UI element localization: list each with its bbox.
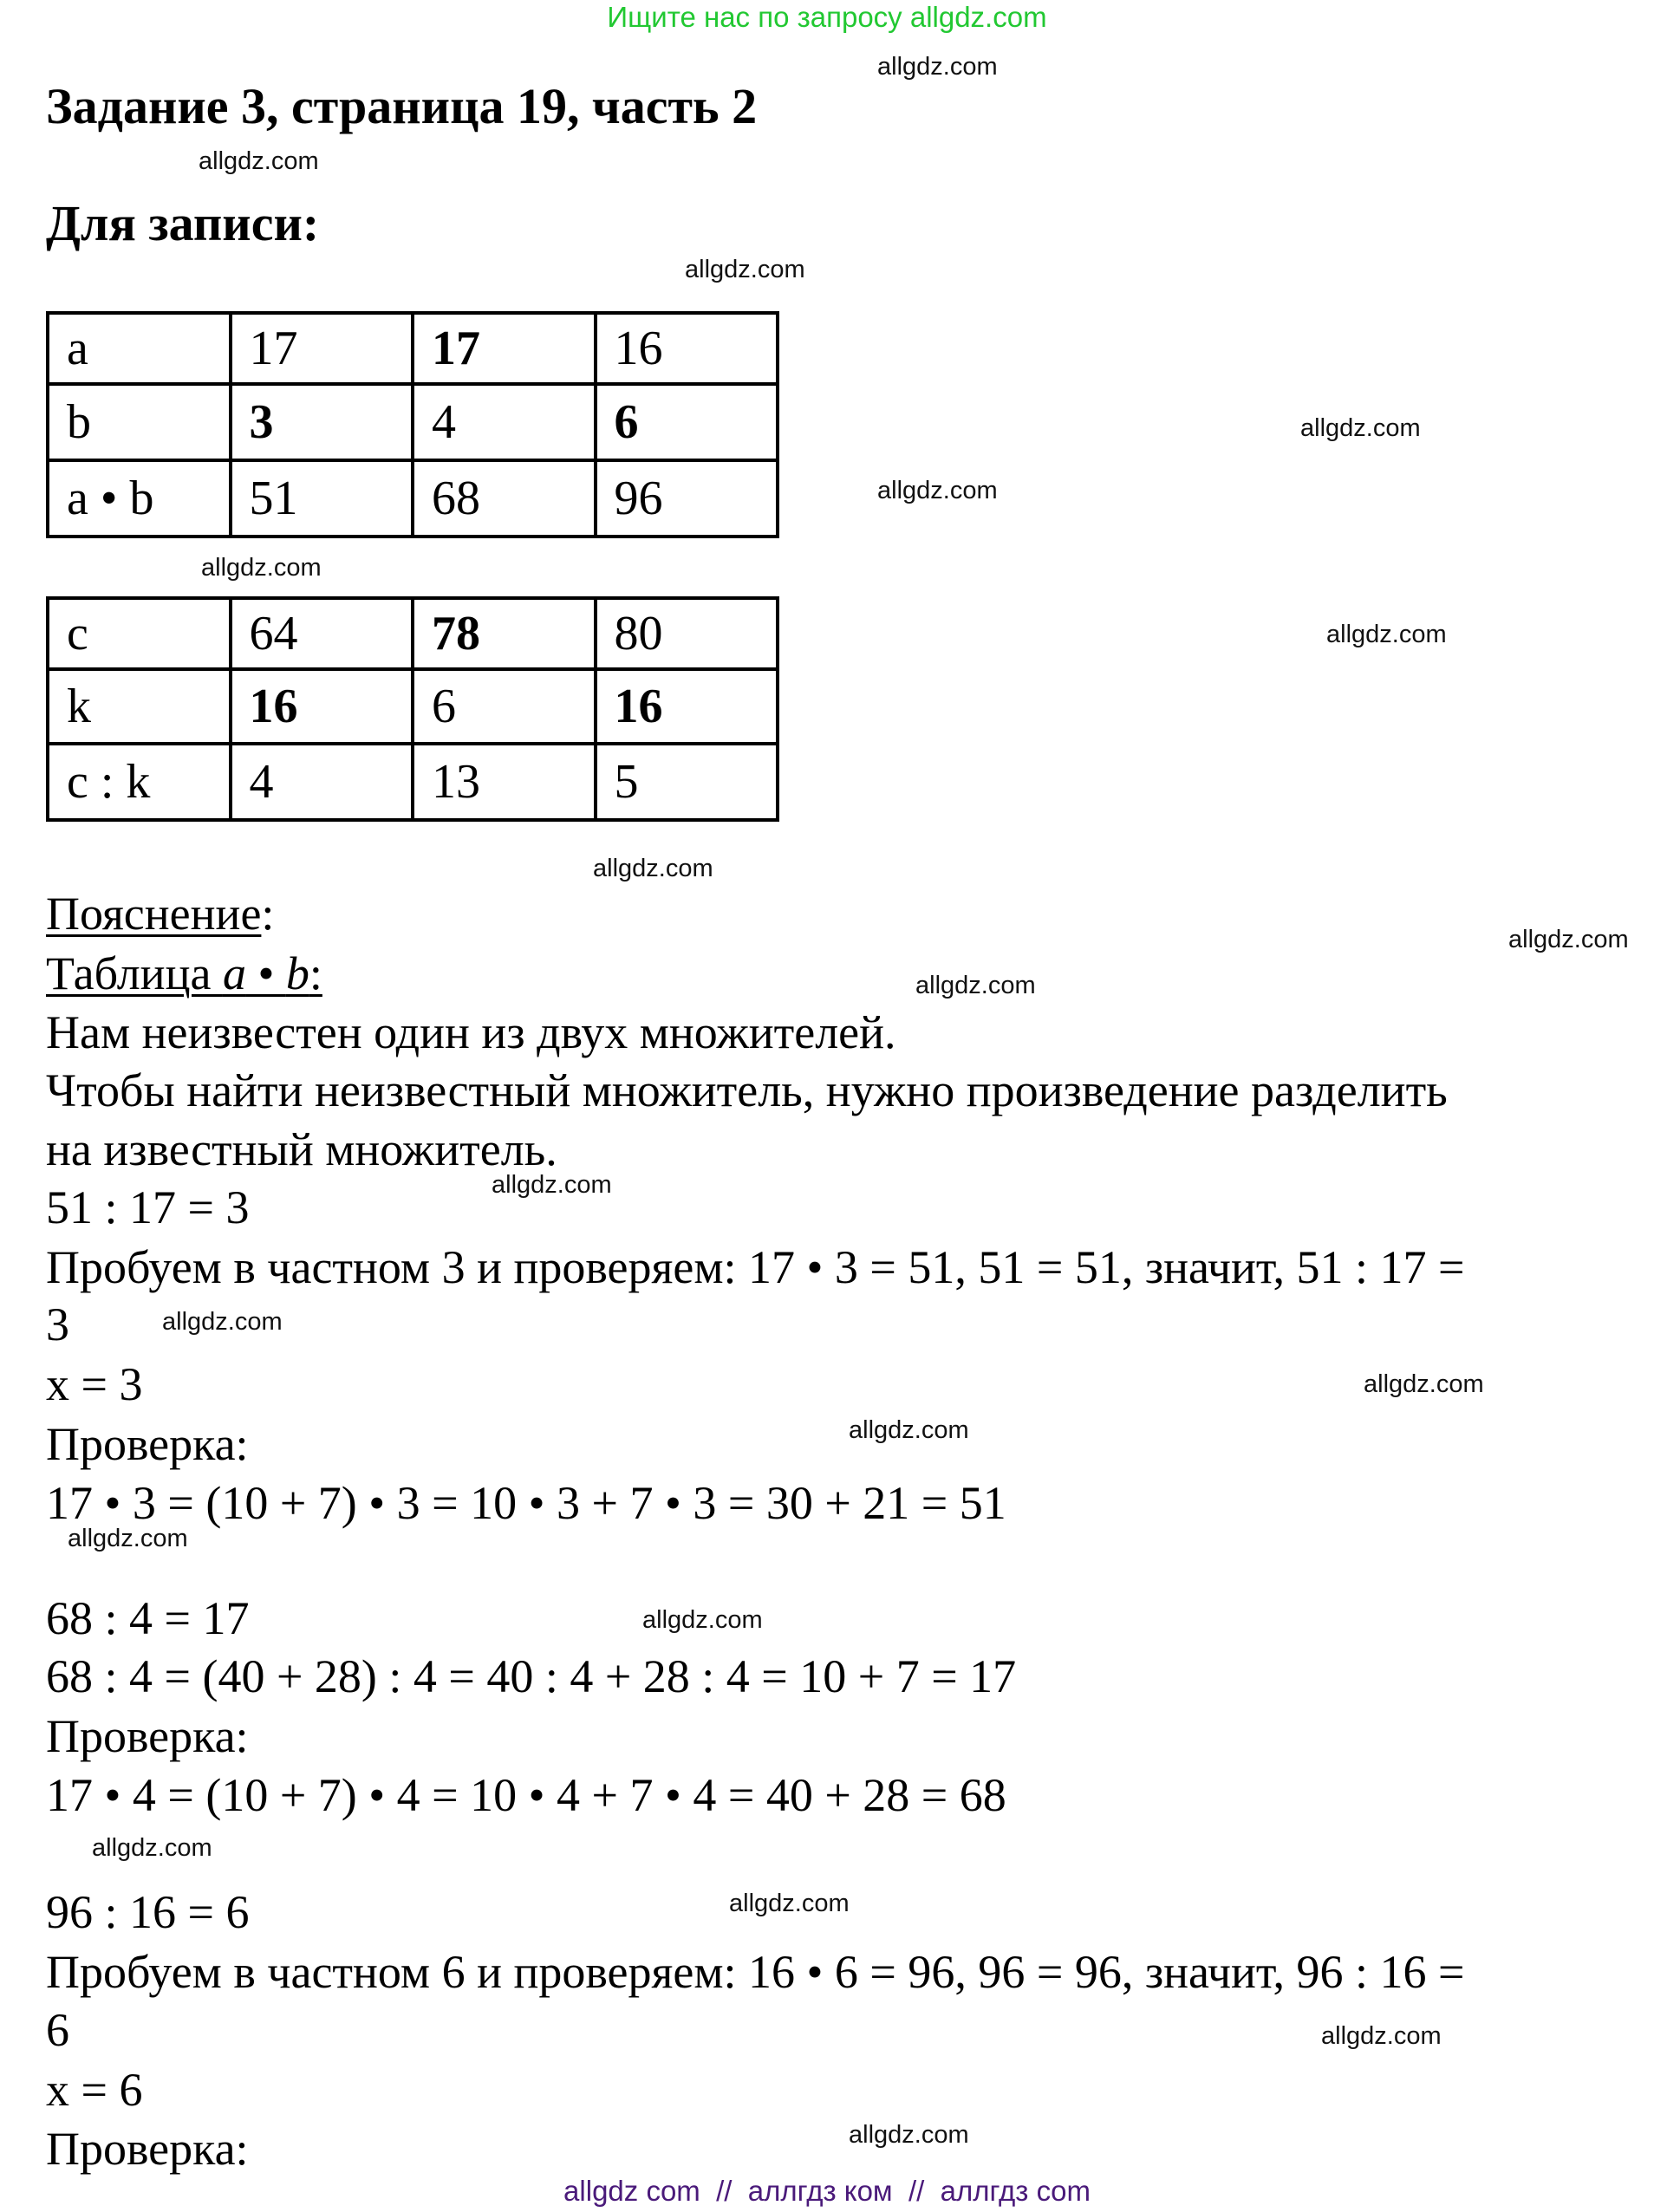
- table-multiplication: [46, 311, 779, 538]
- explanation-heading-text: Пояснение: [46, 888, 262, 940]
- table-cell: 64: [231, 598, 414, 669]
- text-line: 68 : 4 = 17: [46, 1592, 250, 1644]
- table-cell: 68: [413, 460, 596, 537]
- var-b: b: [285, 947, 309, 999]
- colon: :: [309, 947, 322, 999]
- table-cell: 80: [596, 598, 778, 669]
- table-row: [48, 598, 778, 669]
- table-cell: 16: [231, 669, 414, 744]
- row-label: a: [48, 313, 231, 384]
- watermark: allgdz.com: [1300, 414, 1421, 442]
- table-cell: 16: [596, 313, 778, 384]
- watermark: allgdz.com: [915, 972, 1036, 999]
- footer-links: allgdz com // аллгдз ком // аллгдз com: [563, 2175, 1091, 2207]
- row-label: c : k: [48, 744, 231, 820]
- text-line: 17 • 3 = (10 + 7) • 3 = 10 • 3 + 7 • 3 = 30 + 21 = 51: [46, 1477, 1006, 1529]
- watermark: allgdz.com: [492, 1171, 612, 1199]
- text-line: Пробуем в частном 3 и проверяем: 17 • 3 = 51, 51 = 51, значит, 51 : 17 =: [46, 1241, 1465, 1293]
- text-line: Проверка:: [46, 1418, 249, 1470]
- watermark: allgdz.com: [877, 477, 998, 504]
- row-label: a • b: [48, 460, 231, 537]
- table-cell: 17: [231, 313, 414, 384]
- table-row: [48, 669, 778, 744]
- text-line: 96 : 16 = 6: [46, 1886, 250, 1938]
- watermark: allgdz.com: [68, 1525, 188, 1552]
- text-line: 3: [46, 1298, 69, 1350]
- text-line: на известный множитель.: [46, 1123, 557, 1175]
- page-title: Задание 3, страница 19, часть 2: [46, 78, 758, 134]
- watermark: allgdz.com: [849, 1416, 969, 1444]
- table-row: [48, 313, 778, 384]
- explanation-heading: [46, 886, 274, 941]
- section-heading: Для записи:: [46, 195, 320, 251]
- table-cell: 78: [413, 598, 596, 669]
- table-cell: 4: [231, 744, 414, 820]
- table-row: [48, 744, 778, 820]
- text-line: x = 6: [46, 2064, 143, 2116]
- text-line: 6: [46, 2004, 69, 2056]
- text-line: Чтобы найти неизвестный множитель, нужно произведение разделить: [46, 1064, 1448, 1116]
- watermark: allgdz.com: [849, 2121, 969, 2149]
- table-division: [46, 596, 779, 822]
- watermark: allgdz.com: [685, 256, 805, 283]
- watermark: allgdz.com: [162, 1308, 283, 1336]
- table-cell: 6: [596, 384, 778, 460]
- table-cell: 16: [596, 669, 778, 744]
- table-cell: 51: [231, 460, 414, 537]
- watermark: allgdz.com: [729, 1890, 850, 1917]
- watermark: allgdz.com: [1326, 621, 1447, 648]
- colon: :: [261, 888, 275, 940]
- row-label: b: [48, 384, 231, 460]
- row-label: c: [48, 598, 231, 669]
- table-cell: 96: [596, 460, 778, 537]
- text-line: 68 : 4 = (40 + 28) : 4 = 40 : 4 + 28 : 4 = 10 + 7 = 17: [46, 1650, 1017, 1702]
- watermark: allgdz.com: [1321, 2022, 1442, 2050]
- watermark: allgdz.com: [1364, 1370, 1484, 1398]
- table-cell: 6: [413, 669, 596, 744]
- text-line: 17 • 4 = (10 + 7) • 4 = 10 • 4 + 7 • 4 = 40 + 28 = 68: [46, 1769, 1006, 1821]
- var-a: a: [222, 947, 246, 999]
- text-line: Пробуем в частном 6 и проверяем: 16 • 6 = 96, 96 = 96, значит, 96 : 16 =: [46, 1946, 1465, 1998]
- table-ab-heading: [46, 946, 322, 1001]
- watermark: allgdz.com: [1508, 926, 1629, 953]
- table-row: [48, 460, 778, 537]
- watermark: allgdz.com: [593, 855, 713, 882]
- table-cell: 13: [413, 744, 596, 820]
- text-line: x = 3: [46, 1358, 143, 1410]
- watermark: allgdz.com: [199, 147, 319, 175]
- watermark: allgdz.com: [642, 1606, 763, 1634]
- watermark: allgdz.com: [877, 53, 998, 81]
- search-banner: Ищите нас по запросу allgdz.com: [607, 1, 1047, 33]
- table-cell: 17: [413, 313, 596, 384]
- table-row: [48, 384, 778, 460]
- text-line: Нам неизвестен один из двух множителей.: [46, 1006, 896, 1058]
- text-line: 51 : 17 = 3: [46, 1181, 250, 1233]
- dot: •: [245, 947, 286, 999]
- table-ab-label: Таблица: [46, 947, 223, 999]
- watermark: allgdz.com: [92, 1834, 212, 1862]
- text-line: Проверка:: [46, 2123, 249, 2175]
- row-label: k: [48, 669, 231, 744]
- table-cell: 4: [413, 384, 596, 460]
- text-line: Проверка:: [46, 1710, 249, 1762]
- table-cell: 3: [231, 384, 414, 460]
- watermark: allgdz.com: [201, 554, 322, 582]
- table-cell: 5: [596, 744, 778, 820]
